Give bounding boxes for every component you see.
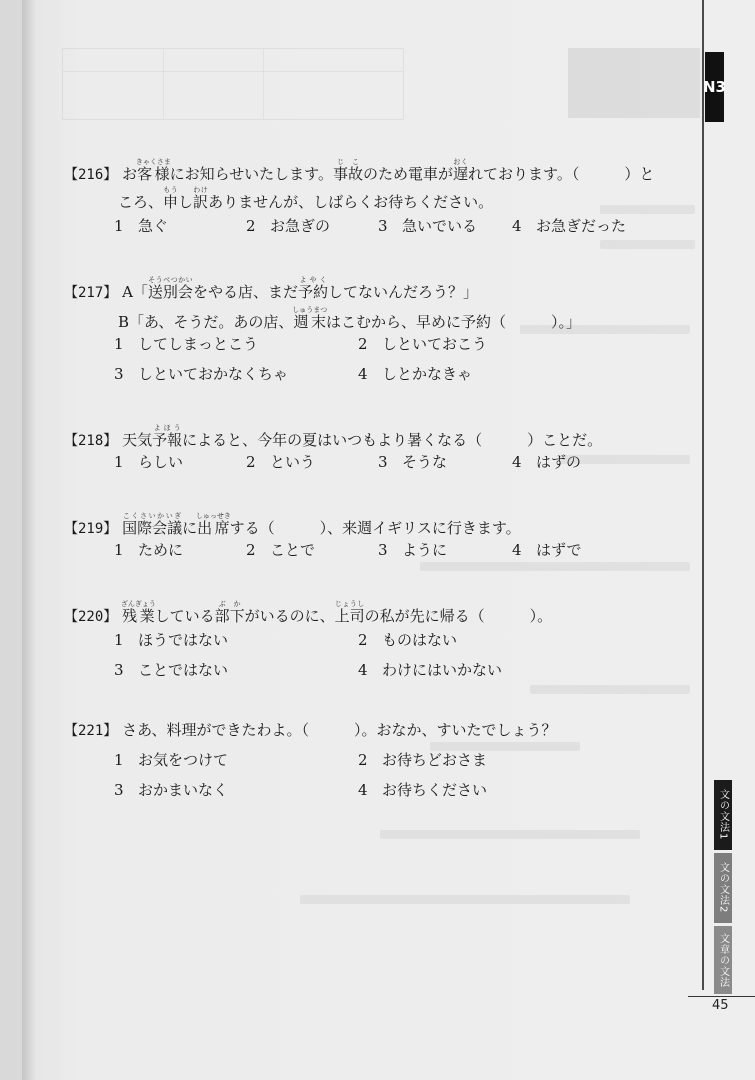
option-number: 4 xyxy=(512,217,522,235)
answer-option[interactable] xyxy=(358,750,487,770)
option-text: 急いでいる xyxy=(402,217,478,235)
furigana-word: 部下ぶか xyxy=(214,600,245,625)
answer-option[interactable] xyxy=(378,216,477,236)
answer-option[interactable] xyxy=(512,540,581,560)
option-number: 2 xyxy=(358,335,368,353)
option-number: 2 xyxy=(358,631,368,649)
option-number: 2 xyxy=(246,453,256,471)
option-text: しといておかなくちゃ xyxy=(138,365,289,383)
question-text: にお知らせいたします。 xyxy=(169,165,333,183)
answer-option[interactable] xyxy=(246,216,330,236)
furigana-word: 国際会議こくさいかいぎ xyxy=(122,512,183,537)
question-218-line-1 xyxy=(64,424,602,451)
question-221-line-1 xyxy=(64,720,556,741)
side-tab-sentence-grammar-1: 文の文法1 xyxy=(714,780,732,850)
option-number: 1 xyxy=(114,751,124,769)
question-number: 【221】 xyxy=(64,723,118,739)
option-number: 1 xyxy=(114,335,124,353)
furigana-word: 予約よやく xyxy=(297,276,328,301)
question-number: 【217】 xyxy=(64,285,118,301)
question-text: をやる店、まだ xyxy=(192,283,298,301)
furigana-word: 訳わけ xyxy=(193,186,209,211)
furigana-word: 送別会そうべつかい xyxy=(147,276,193,301)
question-text: ころ、 xyxy=(118,193,164,211)
question-text: によると、今年の夏はいつもより暑くなる（ ）ことだ。 xyxy=(182,431,603,449)
answer-option[interactable] xyxy=(114,334,258,354)
furigana-word: 上司じょうし xyxy=(334,600,365,625)
answer-option[interactable] xyxy=(246,540,315,560)
option-text: ことではない xyxy=(138,661,229,679)
question-text: B「あ、そうだ。あの店、 xyxy=(118,313,294,331)
option-text: お急ぎだった xyxy=(536,217,627,235)
question-220-line-1 xyxy=(64,600,552,627)
option-number: 4 xyxy=(512,453,522,471)
question-text: している xyxy=(154,607,215,625)
option-number: 1 xyxy=(114,541,124,559)
question-number: 【219】 xyxy=(64,521,118,537)
question-text: し xyxy=(178,193,194,211)
answer-option[interactable] xyxy=(114,216,168,236)
option-number: 3 xyxy=(114,661,124,679)
option-text: 急ぐ xyxy=(138,217,169,235)
option-text: らしい xyxy=(138,453,184,471)
question-text: する（ ）、来週イギリスに行きます。 xyxy=(229,519,521,537)
option-number: 4 xyxy=(512,541,522,559)
answer-option[interactable] xyxy=(378,540,447,560)
question-text: に xyxy=(182,519,198,537)
option-number: 3 xyxy=(114,365,124,383)
answer-option[interactable] xyxy=(358,660,502,680)
furigana-word: 出席しゅっせき xyxy=(195,512,231,537)
option-text: ように xyxy=(402,541,448,559)
side-tab-text-grammar: 文章の文法 xyxy=(714,926,732,994)
furigana-word: 予報よほう xyxy=(152,424,183,449)
answer-option[interactable] xyxy=(378,452,447,472)
question-217-line-1 xyxy=(64,276,478,303)
option-number: 4 xyxy=(358,661,368,679)
question-text: がいるのに、 xyxy=(244,607,335,625)
furigana-word: 残業ざんぎょう xyxy=(120,600,156,625)
question-text: れております。（ ）と xyxy=(468,165,655,183)
question-text: 天気 xyxy=(122,431,153,449)
answer-option[interactable] xyxy=(358,334,487,354)
question-217-line-2 xyxy=(118,306,581,332)
question-number: 【218】 xyxy=(64,433,118,449)
option-number: 1 xyxy=(114,217,124,235)
option-text: お待ちください xyxy=(382,781,488,799)
question-text: さあ、料理ができたわよ。（ ）。おなか、すいたでしょう？ xyxy=(122,721,557,739)
option-text: しとかなきゃ xyxy=(382,365,473,383)
option-text: という xyxy=(270,453,316,471)
option-text: しといておこう xyxy=(382,335,488,353)
question-text: A「 xyxy=(122,283,148,301)
option-text: お急ぎの xyxy=(270,217,331,235)
answer-option[interactable] xyxy=(512,452,581,472)
option-text: わけにはいかない xyxy=(382,661,503,679)
option-text: ほうではない xyxy=(138,631,229,649)
question-text: の私が先に帰る（ ）。 xyxy=(364,607,553,625)
option-number: 2 xyxy=(358,751,368,769)
furigana-word: 申もう xyxy=(163,186,179,211)
option-text: ことで xyxy=(270,541,316,559)
option-number: 2 xyxy=(246,217,256,235)
option-number: 4 xyxy=(358,781,368,799)
page-number: 45 xyxy=(712,998,729,1013)
option-text: お気をつけて xyxy=(138,751,229,769)
option-number: 3 xyxy=(378,541,388,559)
option-text: お待ちどおさま xyxy=(382,751,488,769)
option-text: おかまいなく xyxy=(138,781,229,799)
option-text: はずで xyxy=(536,541,582,559)
answer-option[interactable] xyxy=(114,452,183,472)
option-number: 3 xyxy=(378,453,388,471)
option-number: 4 xyxy=(358,365,368,383)
question-219-line-1 xyxy=(64,512,521,539)
option-text: してしまっとこう xyxy=(138,335,259,353)
answer-option[interactable] xyxy=(114,364,288,384)
furigana-word: 遅おく xyxy=(453,158,469,183)
furigana-word: 客様きゃくさま xyxy=(135,158,171,183)
option-number: 1 xyxy=(114,631,124,649)
question-text: のため電車が xyxy=(362,165,453,183)
option-text: そうな xyxy=(402,453,448,471)
answer-option[interactable] xyxy=(246,452,315,472)
question-number: 【216】 xyxy=(64,167,118,183)
question-text: お xyxy=(122,165,138,183)
option-text: ために xyxy=(138,541,184,559)
furigana-word: 事故じこ xyxy=(332,158,363,183)
level-tab-label: N3 xyxy=(703,78,726,96)
question-text: してないんだろう？」 xyxy=(327,283,478,301)
answer-option[interactable] xyxy=(358,364,472,384)
option-number: 2 xyxy=(246,541,256,559)
answer-option[interactable] xyxy=(512,216,626,236)
option-number: 3 xyxy=(114,781,124,799)
answer-option[interactable] xyxy=(114,780,228,800)
answer-option[interactable] xyxy=(114,750,228,770)
answer-option[interactable] xyxy=(358,780,487,800)
question-text: はこむから、早めに予約（ ）。」 xyxy=(325,313,581,331)
option-number: 1 xyxy=(114,453,124,471)
question-216-line-1 xyxy=(64,158,654,185)
question-216-line-2 xyxy=(118,186,493,212)
answer-option[interactable] xyxy=(114,630,228,650)
question-text: ありませんが、しばらくお待ちください。 xyxy=(208,193,494,211)
furigana-word: 週末しゅうまつ xyxy=(292,306,328,331)
answer-option[interactable] xyxy=(114,540,183,560)
answer-option[interactable] xyxy=(114,660,228,680)
option-text: ものはない xyxy=(382,631,458,649)
question-number: 【220】 xyxy=(64,609,118,625)
option-number: 3 xyxy=(378,217,388,235)
option-text: はずの xyxy=(536,453,582,471)
side-tab-sentence-grammar-2: 文の文法2 xyxy=(714,853,732,923)
answer-option[interactable] xyxy=(358,630,457,650)
